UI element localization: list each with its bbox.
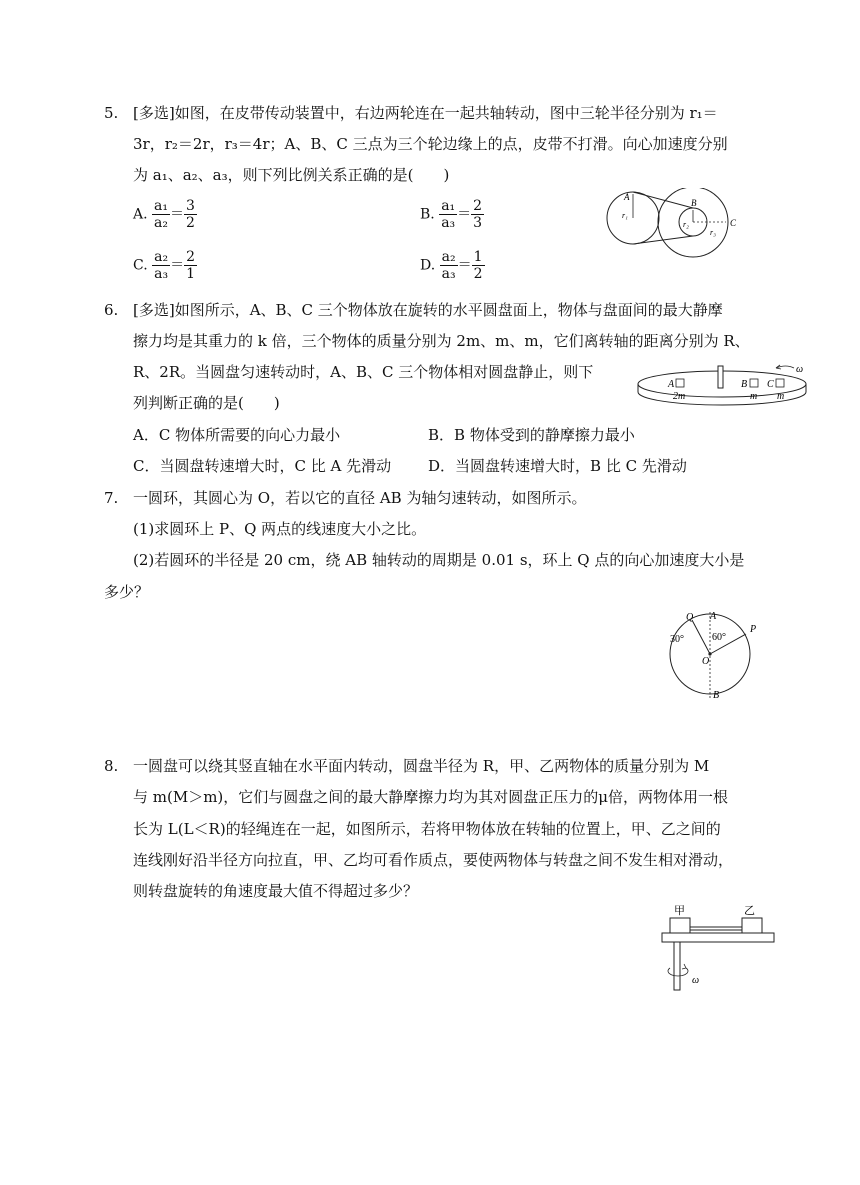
label-2m: 2m — [673, 391, 686, 402]
label-b: B — [691, 198, 697, 208]
option-label: D. — [420, 257, 436, 274]
q8-line-2: 与 m(M＞m)，它们与圆盘之间的最大静摩擦力均为其对圆盘正压力的μ倍，两物体用一根 — [133, 788, 729, 806]
label-a: A — [624, 192, 630, 202]
option-label: C. — [133, 257, 148, 274]
q7-line-4: 多少？ — [104, 583, 150, 601]
q8-number: 8. — [104, 757, 119, 775]
q6-option-b[interactable]: B．B 物体受到的静摩擦力最小 — [428, 426, 635, 444]
label-m-c: m — [777, 391, 785, 402]
label-r1: r₁ — [622, 211, 628, 220]
label-r2: r₂ — [683, 220, 689, 229]
q5-option-d[interactable]: D. $\frac{\text{a₂}}{\text{a₃}}$ ＝ $\frac{1}{2}$ — [420, 249, 483, 282]
q5-line-3: 为 a₁、a₂、a₃，则下列比例关系正确的是( ) — [133, 166, 450, 184]
label-r3: r₃ — [710, 228, 716, 237]
q8-line-5: 则转盘旋转的角速度最大值不得超过多少？ — [133, 882, 419, 900]
label-c: C — [767, 379, 774, 390]
q7-line-2: (1)求圆环上 P、Q 两点的线速度大小之比。 — [133, 520, 427, 538]
label-yi: 乙 — [744, 905, 755, 917]
q6-line-2: 擦力均是其重力的 k 倍，三个物体的质量分别为 2m、m、m，它们离转轴的距离分别为 R、 — [133, 332, 750, 350]
q7-number: 7. — [104, 489, 119, 507]
omega-icon: ω — [692, 975, 700, 986]
option-label: A. — [133, 206, 148, 223]
label-jia: 甲 — [674, 905, 685, 917]
q7-line-1: 一圆环，其圆心为 O，若以它的直径 AB 为轴匀速转动，如图所示。 — [133, 489, 587, 507]
belt-drive-figure — [598, 188, 744, 262]
q7-line-3: (2)若圆环的半径是 20 cm，绕 AB 轴转动的周期是 0.01 s，环上 Q 点的向心加速度大小是 — [133, 551, 745, 569]
ring-figure — [664, 612, 768, 700]
q5-line-2: 3r，r₂＝2r，r₃＝4r；A、B、C 三点为三个轮边缘上的点，皮带不打滑。向心加速度分别 — [133, 135, 728, 153]
label-q: Q — [686, 612, 694, 623]
turntable-figure — [656, 904, 778, 996]
option-label: B. — [420, 206, 435, 223]
q6-line-4: 列判断正确的是( ) — [133, 394, 280, 412]
label-p: P — [750, 624, 757, 635]
q6-option-c[interactable]: C．当圆盘转速增大时，C 比 A 先滑动 — [133, 457, 392, 475]
label-b: B — [741, 379, 748, 390]
q6-line-3: R、2R。当圆盘匀速转动时，A、B、C 三个物体相对圆盘静止，则下 — [133, 363, 594, 381]
q5-option-c[interactable]: C. $\frac{\text{a₂}}{\text{a₃}}$ ＝ $\frac{2}{1}$ — [133, 249, 196, 282]
q6-line-1: [多选]如图所示，A、B、C 三个物体放在旋转的水平圆盘面上，物体与盘面间的最大静摩 — [133, 301, 723, 319]
omega-icon: ω — [796, 364, 804, 375]
q5-option-a[interactable]: A. $\frac{\text{a₁}}{\text{a₂}}$ ＝ $\frac{3}{2}$ — [133, 198, 195, 231]
label-b: B — [713, 690, 720, 700]
q6-number: 6. — [104, 301, 119, 319]
label-60deg: 60° — [712, 632, 726, 643]
label-m-b: m — [750, 391, 758, 402]
q8-line-3: 长为 L(L＜R)的轻绳连在一起，如图所示，若将甲物体放在转轴的位置上，甲、乙之间的 — [133, 820, 721, 838]
label-30deg: 30° — [670, 634, 684, 645]
q8-line-4: 连线刚好沿半径方向拉直，甲、乙均可看作质点，要使两物体与转盘之间不发生相对滑动， — [133, 851, 734, 869]
q6-option-a[interactable]: A．C 物体所需要的向心力最小 — [133, 426, 341, 444]
q5-number: 5. — [104, 104, 119, 122]
label-a: A — [710, 612, 717, 622]
q5-line-1: [多选]如图，在皮带传动装置中，右边两轮连在一起共轴转动，图中三轮半径分别为 r₁＝ — [133, 104, 718, 122]
rotating-disk-figure — [636, 362, 812, 414]
label-o: O — [702, 656, 710, 667]
q5-option-b[interactable]: B. $\frac{\text{a₁}}{\text{a₃}}$ ＝ $\frac{2}{3}$ — [420, 198, 483, 231]
q8-line-1: 一圆盘可以绕其竖直轴在水平面内转动，圆盘半径为 R，甲、乙两物体的质量分别为 M — [133, 757, 710, 775]
label-a: A — [668, 379, 675, 390]
q6-option-d[interactable]: D．当圆盘转速增大时，B 比 C 先滑动 — [428, 457, 687, 475]
label-c: C — [730, 218, 737, 228]
